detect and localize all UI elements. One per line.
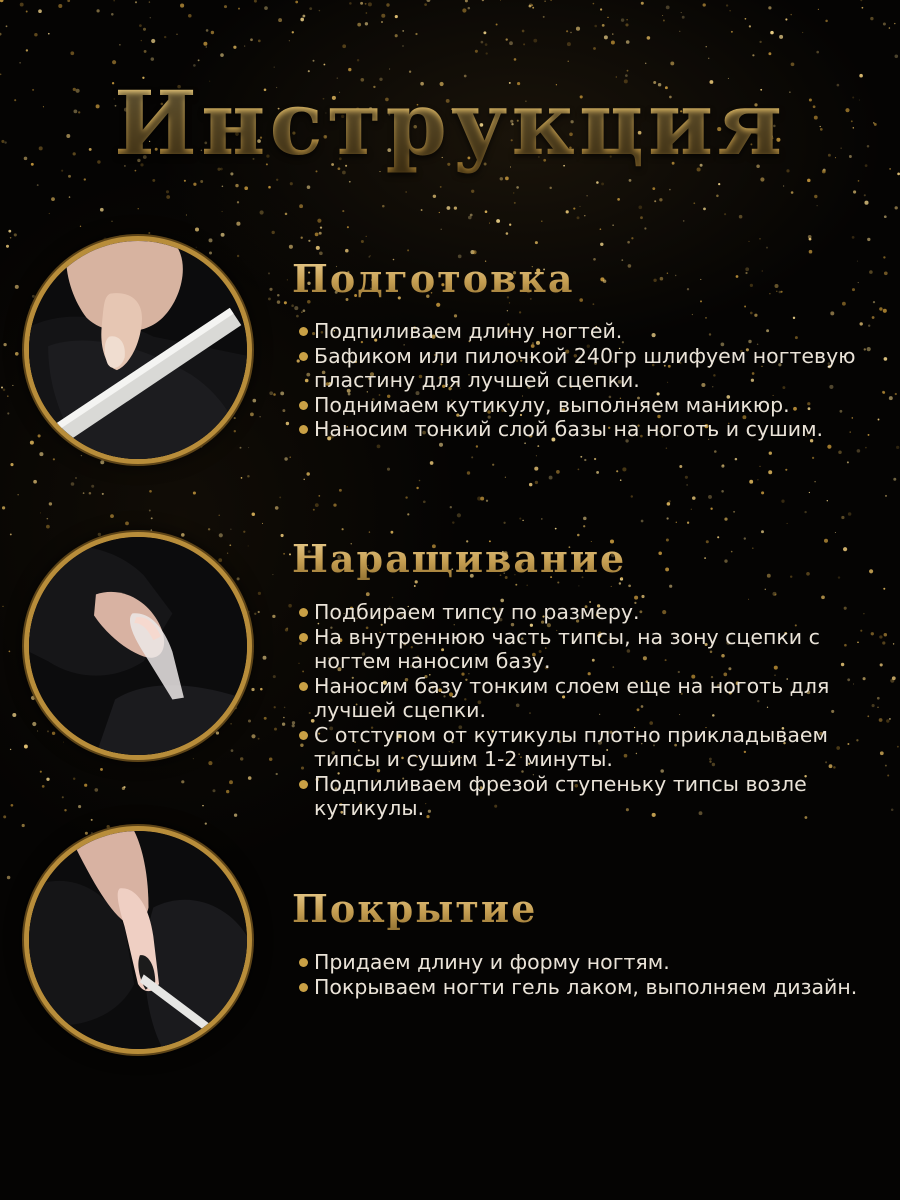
bullet-icon [299, 425, 308, 434]
page-title: Инструкция [0, 68, 900, 178]
list-item [298, 344, 892, 393]
nail-tip-icon [29, 537, 247, 755]
list-item [298, 950, 892, 975]
list-item [298, 625, 892, 674]
list-item-text: Придаем длину и форму ногтям. [314, 950, 670, 974]
list-item-text: Подпиливаем длину ногтей. [314, 319, 623, 343]
list-item-text: Подбираем типсу по размеру. [314, 600, 640, 624]
list-item-text: Наносим тонкий слой базы на ноготь и сушим. [314, 417, 824, 441]
bullet-icon [299, 401, 308, 410]
list-item [298, 674, 892, 723]
list-item-text: Бафиком или пилочкой 240гр шлифуем ногтевую пластину для лучшей сцепки. [314, 343, 856, 392]
nail-polish-brush-icon [29, 831, 247, 1049]
bullet-icon [299, 780, 308, 789]
list-item-text: Поднимаем кутикулу, выполняем маникюр. [314, 392, 790, 417]
photo-nail-tip [24, 532, 252, 760]
bullet-icon [299, 958, 308, 967]
list-item [298, 319, 892, 344]
list-item [298, 723, 892, 772]
preparation-steps-list [298, 319, 892, 442]
list-item-text: Подпиливаем фрезой ступеньку типсы возле кутикулы. [314, 771, 807, 820]
bullet-icon [299, 633, 308, 642]
list-item [298, 600, 892, 625]
list-item [298, 393, 892, 418]
bullet-icon [299, 682, 308, 691]
bullet-icon [299, 352, 308, 361]
list-item [298, 417, 892, 442]
photo-nail-polish [24, 826, 252, 1054]
list-item [298, 975, 892, 1000]
list-item-text: Наносим базу тонким слоем еще на ноготь для лучшей сцепки. [314, 673, 830, 722]
extension-steps-list [298, 600, 892, 821]
list-item-text: На внутреннюю часть типсы, на зону сцепки с ногтем наносим базу. [314, 624, 820, 673]
coating-steps-list [298, 950, 892, 999]
list-item [298, 772, 892, 821]
bullet-icon [299, 983, 308, 992]
bullet-icon [299, 327, 308, 336]
photo-nail-file [24, 236, 252, 464]
list-item-text: Покрываем ногти гель лаком, выполняем дизайн. [314, 974, 858, 999]
bullet-icon [299, 608, 308, 617]
section-heading-preparation: Подготовка [292, 254, 575, 304]
section-heading-extension: Наращивание [292, 534, 626, 584]
section-heading-coating: Покрытие [292, 884, 537, 934]
nail-file-icon [29, 241, 247, 459]
bullet-icon [299, 731, 308, 740]
list-item-text: С отступом от кутикулы плотно прикладываем типсы и сушим 1-2 минуты. [314, 722, 829, 771]
